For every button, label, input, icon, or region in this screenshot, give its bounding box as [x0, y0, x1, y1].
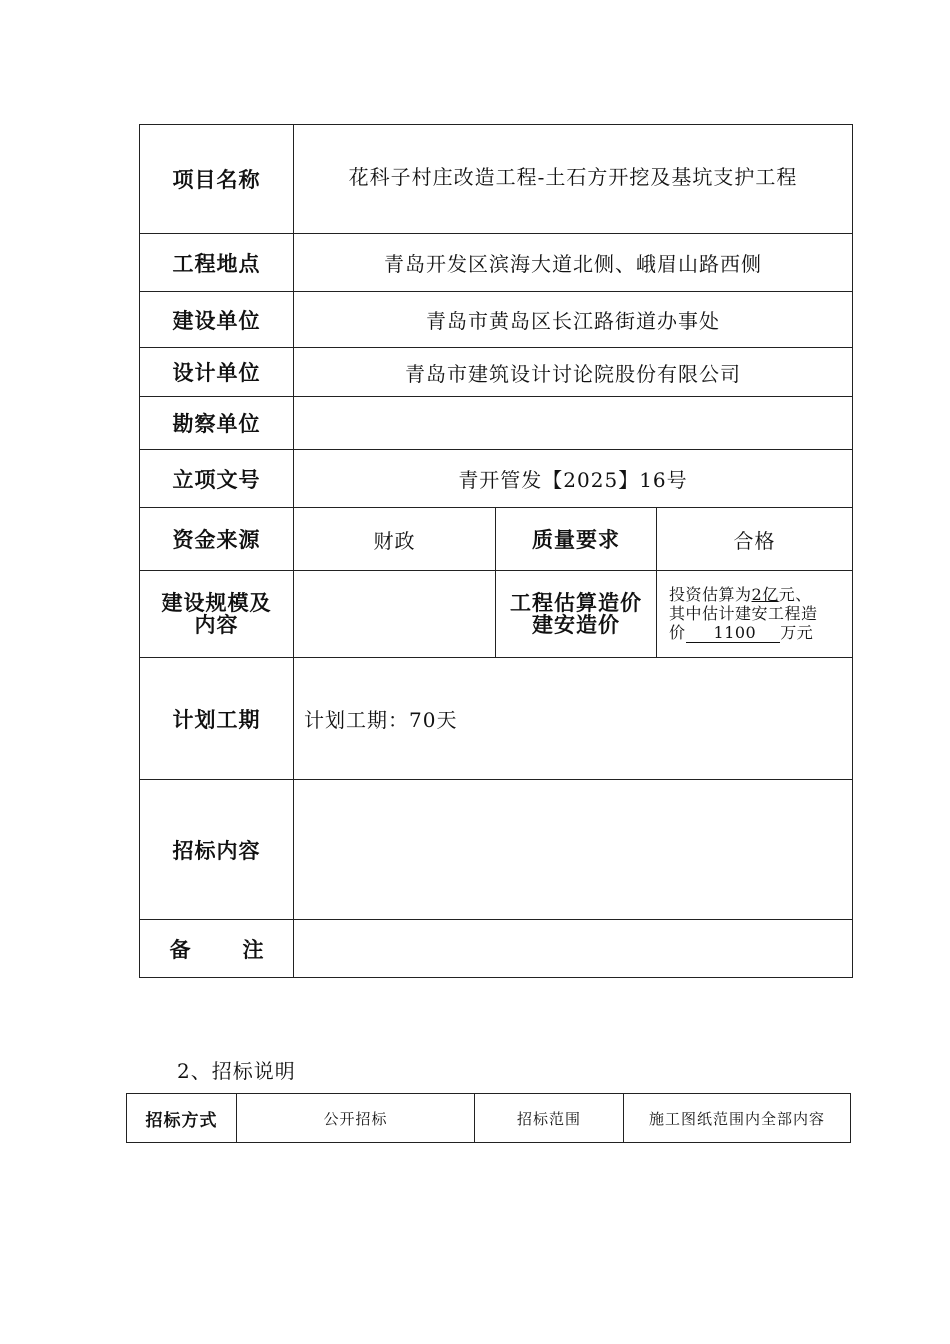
remark-label-char2: 注 [242, 937, 264, 962]
row-project-name [140, 125, 853, 234]
cost-note-line3-prefix: 价 [669, 623, 686, 642]
bid-content-label: 招标内容 [140, 780, 294, 920]
section-title: 2、招标说明 [177, 1059, 296, 1083]
location-value: 青岛开发区滨海大道北侧、峨眉山路西侧 [294, 234, 853, 292]
project-info-table [139, 124, 853, 978]
location-label: 工程地点 [140, 234, 294, 292]
approval-label: 立项文号 [140, 450, 294, 508]
row-approval [140, 450, 853, 508]
designer-label: 设计单位 [140, 348, 294, 397]
project-name-label: 项目名称 [140, 125, 294, 234]
remark-label-char1: 备 [169, 937, 191, 962]
survey-value [294, 397, 853, 450]
row-designer [140, 348, 853, 397]
remark-value [294, 920, 853, 978]
builder-label: 建设单位 [140, 292, 294, 348]
bid-method-value: 公开招标 [237, 1094, 475, 1143]
cost-note-suffix: 元、 [778, 585, 812, 604]
row-schedule [140, 658, 853, 780]
bid-scope-label: 招标范围 [475, 1094, 624, 1143]
survey-label: 勘察单位 [140, 397, 294, 450]
cost-note-line3-amount: 1100 [686, 623, 781, 643]
cost-note-line2: 其中估计建安工程造 [669, 604, 818, 623]
scale-label-line1: 建设规模及 [161, 591, 272, 615]
scale-value [294, 571, 496, 658]
cost-note-line3 [669, 623, 844, 643]
designer-value: 青岛市建筑设计讨论院股份有限公司 [294, 348, 853, 397]
bid-info-table [126, 1093, 851, 1143]
row-bid-method [127, 1094, 851, 1143]
row-survey [140, 397, 853, 450]
bid-scope-value: 施工图纸范围内全部内容 [624, 1094, 851, 1143]
cost-note-prefix: 投资估算为 [669, 585, 752, 604]
quality-label: 质量要求 [496, 508, 657, 571]
cost-note [657, 571, 853, 658]
cost-label-line2: 建安造价 [532, 613, 620, 637]
funding-value: 财政 [294, 508, 496, 571]
row-location [140, 234, 853, 292]
row-funding-quality [140, 508, 853, 571]
quality-value: 合格 [657, 508, 853, 571]
scale-label [140, 571, 294, 658]
schedule-label: 计划工期 [140, 658, 294, 780]
funding-label: 资金来源 [140, 508, 294, 571]
cost-label [496, 571, 657, 658]
row-bid-content [140, 780, 853, 920]
remark-label [140, 920, 294, 978]
bid-content-value [294, 780, 853, 920]
bid-method-label: 招标方式 [127, 1094, 237, 1143]
approval-value: 青开管发【2025】16号 [294, 450, 853, 508]
schedule-value: 计划工期：70天 [294, 658, 853, 780]
cost-note-line1 [669, 585, 844, 604]
cost-note-amount: 2亿 [751, 585, 779, 604]
cost-note-line3-suffix: 万元 [780, 623, 814, 642]
row-builder [140, 292, 853, 348]
row-scale-cost [140, 571, 853, 658]
builder-value: 青岛市黄岛区长江路街道办事处 [294, 292, 853, 348]
cost-label-line1: 工程估算造价 [510, 591, 642, 615]
project-name-value: 花科子村庄改造工程-土石方开挖及基坑支护工程 [294, 125, 853, 234]
row-remark [140, 920, 853, 978]
scale-label-line2: 内容 [194, 613, 239, 637]
